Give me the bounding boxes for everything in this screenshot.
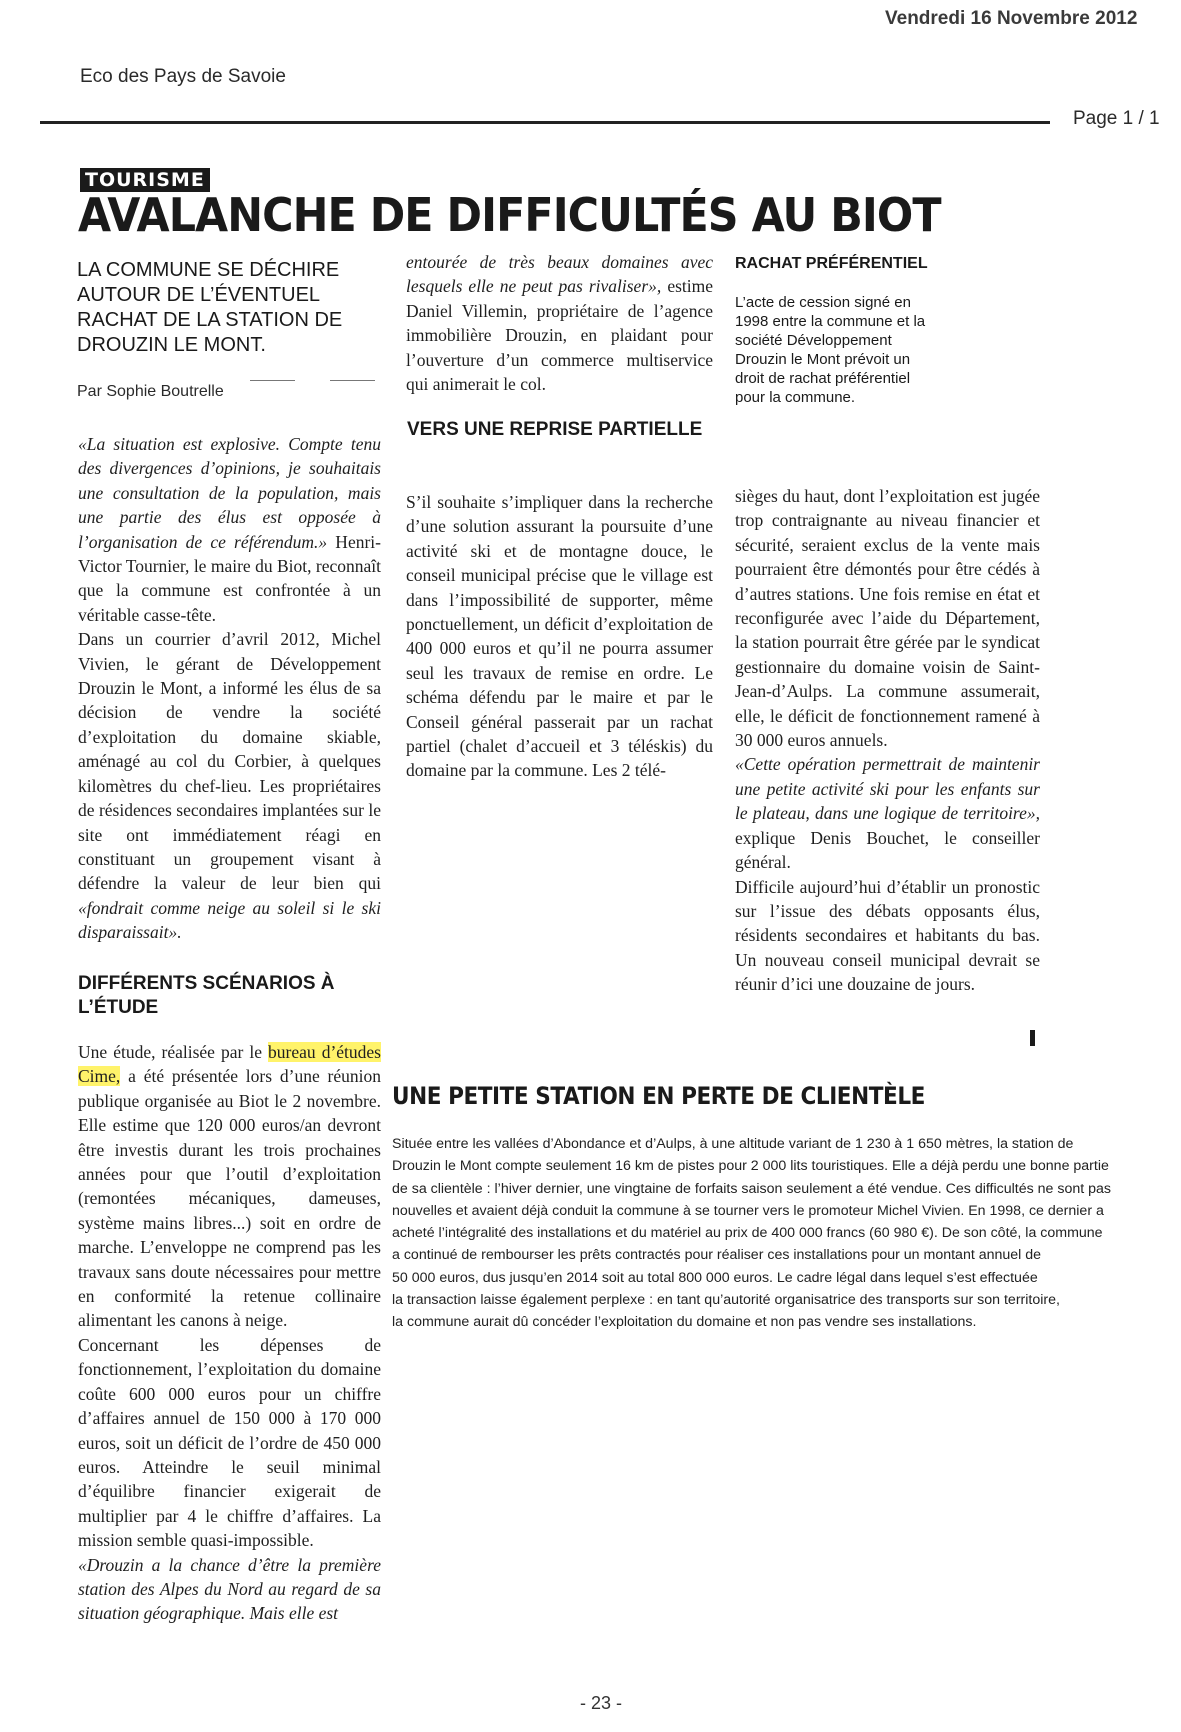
box-line: a continué de rembourser les prêts contractés pour réaliser ces installations pour un montant annuel de — [392, 1247, 1042, 1264]
paragraph: entourée de très beaux domaines avec lesquels elle ne peut pas rivaliser», estime Daniel Villemin, propriétaire de l’agence immobilière Drouzin, en plaidant pour l’ouverture d’un commerce multiservice qui animerait le col. — [406, 252, 713, 395]
quote: «fondrait comme neige au soleil si le ski disparaissait». — [78, 897, 381, 943]
box-line: Située entre les vallées d’Abondance et d’Aulps, à une altitude variant de 1 230 à 1 650 mètres, la station de — [392, 1136, 1074, 1152]
byline: Par Sophie Boutrelle — [77, 383, 224, 400]
box-line: de sa clientèle : l’hiver dernier, une vingtaine de forfaits saison seulement a été vendue. Ces difficultés ne sont pas — [392, 1180, 1112, 1197]
column-2 — [406, 250, 713, 396]
page-indicator: Page 1 / 1 — [1073, 108, 1160, 129]
paragraph: Difficile aujourd’hui d’établir un pronostic sur l’issue des débats opposants élus, résidents secondaires et habitants du bas. Un nouveau conseil municipal devrait se réunir d’ici une douzaine de jours. — [735, 876, 1040, 995]
subheading-reprise: VERS UNE REPRISE PARTIELLE — [407, 419, 703, 440]
byline-dash — [330, 380, 375, 381]
article-deck: LA COMMUNE SE DÉCHIRE AUTOUR DE L’ÉVENTUEL RACHAT DE LA STATION DE DROUZIN LE MONT. — [77, 259, 343, 356]
paragraph: «La situation est explosive. Compte tenu des divergences d’opinions, je souhaitais une consultation de la population, mais une partie des élus est opposée à l’organisation de ce référendum.» Henri-Victor Tournier, le maire du Biot, reconnaît que la commune est confrontée à un véritable casse-tête. — [78, 434, 381, 625]
column-1 — [78, 432, 381, 945]
byline-dash — [250, 380, 295, 381]
box-line: acheté l’intégralité des installations et du matériel au prix de 400 000 francs (60 980 €). De son côté, la commune — [392, 1225, 1103, 1242]
box-body — [392, 1133, 1112, 1334]
box-line: Drouzin le Mont compte seulement 16 km de pistes pour 2 000 lits touristiques. Elle a déjà perdu une bonne partie — [392, 1158, 1109, 1175]
edition-date: Vendredi 16 Novembre 2012 — [885, 8, 1138, 29]
subheading-scenarios: DIFFÉRENTS SCÉNARIOS À L’ÉTUDE — [78, 973, 335, 1018]
paragraph: Dans un courrier d’avril 2012, Michel Vivien, le gérant de Développement Drouzin le Mont, a informé les élus de sa décision de vendre la société d’exploitation du domaine skiable, aménagé au col du Corbier, à quelques kilomètres du chef-lieu. Les propriétaires de résidences secondaires implantées sur le site ont immédiatement réagi en constituant un groupement visant à défendre la valeur de leur bien qui «fondrait comme neige au soleil si le ski disparaissait». — [78, 629, 381, 943]
paragraph: Concernant les dépenses de fonctionnement, l’exploitation du domaine coûte 600 000 euros pour un chiffre d’affaires annuel de 150 000 à 170 000 euros, soit un déficit de l’ordre de 450 000 euros. Atteindre le seuil minimal d’équilibre financier exigerait de multiplier par 4 le chiffre d’affaires. La mission semble quasi-impossible. — [78, 1334, 381, 1551]
box-line: la commune aurait dû concéder l’exploitation du domaine et non pas vendre ses installations. — [392, 1314, 977, 1331]
quote: «Drouzin a la chance d’être la première station des Alpes du Nord au regard de sa situation géographique. Mais elle est — [78, 1554, 381, 1624]
sidebar-heading: RACHAT PRÉFÉRENTIEL — [735, 255, 928, 272]
box-title: UNE PETITE STATION EN PERTE DE CLIENTÈLE — [392, 1082, 925, 1110]
quote: «La situation est explosive. Compte tenu des divergences d’opinions, je souhaitais une consultation de la population, mais une partie des élus est opposée à l’organisation de ce référendum.» — [78, 434, 381, 552]
quote: «Cette opération permettrait de maintenir une petite activité ski pour les enfants sur le plateau, dans une logique de territoire», — [735, 754, 1040, 824]
page-number: - 23 - — [580, 1693, 623, 1713]
paragraph: S’il souhaite s’impliquer dans la recherche d’une solution assurant la poursuite d’une activité ski et de montagne douce, le conseil municipal précise que le village est dans l’impossibilité de supporter, même ponctuellement, un déficit d’exploitation de 400 000 euros et qu’il ne pourra assumer seul les travaux de remise en ordre. Le schéma défendu par le maire et par le Conseil général passerait par un rachat partiel (chalet d’accueil et 3 téléskis) du domaine par la commune. Les 2 télé- — [406, 492, 713, 781]
sidebar-text: L’acte de cession signé en 1998 entre la commune et la société Développement Drouzin le Mont prévoit un droit de rachat préférentiel pour la commune. — [735, 294, 926, 406]
paragraph: «Cette opération permettrait de maintenir une petite activité ski pour les enfants sur le plateau, dans une logique de territoire», explique Denis Bouchet, le conseiller général. — [735, 754, 1040, 873]
box-line: nouvelles et avaient déjà conduit la commune à se tourner vers le promoteur Michel Vivien. En 1998, ce dernier a — [392, 1202, 1104, 1219]
publication-name: Eco des Pays de Savoie — [80, 66, 286, 87]
header-rule — [40, 121, 1050, 124]
box-line: la transaction laisse également perplexe : en tant qu’autorité organisatrice des transports sur son territoire, — [392, 1292, 1060, 1309]
end-of-article-mark — [1030, 1030, 1035, 1046]
column-3 — [735, 484, 1040, 997]
paragraph: sièges du haut, dont l’exploitation est jugée trop contraignante au niveau financier et sécurité, seraient exclus de la vente mais pourraient être démontés pour être cédés à d’autres stations. Une fois remise en état et reconfigurée avec l’aide du Département, la station pourrait être gérée par le syndicat gestionnaire du domaine voisin de Saint-Jean-d’Aulps. La commune assumerait, elle, le déficit de fonctionnement ramené à 30 000 euros annuels. — [735, 486, 1040, 751]
paragraph: Une étude, réalisée par le bureau d’études Cime, a été présentée lors d’une réunion publique organisée au Biot le 2 novembre. Elle estime que 120 000 euros/an devront être investis durant les trois prochaines années pour que l’outil d’exploitation (remontées mécaniques, dameuses, système mains libres...) soit en ordre de marche. L’enveloppe ne comprend pas les travaux sans doute nécessaires pour mettre en conformité la retenue collinaire alimentant les canons à neige. — [78, 1042, 381, 1331]
column-2-continued — [406, 490, 713, 783]
section-tag: TOURISME — [80, 168, 210, 192]
quote: entourée de très beaux domaines avec lesquels elle ne peut pas rivaliser», — [406, 252, 713, 297]
box-line: 50 000 euros, dus jusqu’en 2014 soit au total 800 000 euros. Le cadre légal dans lequel s’est effectuée — [392, 1269, 1038, 1286]
article-title: AVALANCHE DE DIFFICULTÉS AU BIOT — [78, 188, 941, 242]
paragraph — [78, 1553, 381, 1626]
column-1-continued — [78, 1040, 381, 1626]
highlighted-text: bureau d’études Cime, — [78, 1042, 381, 1087]
